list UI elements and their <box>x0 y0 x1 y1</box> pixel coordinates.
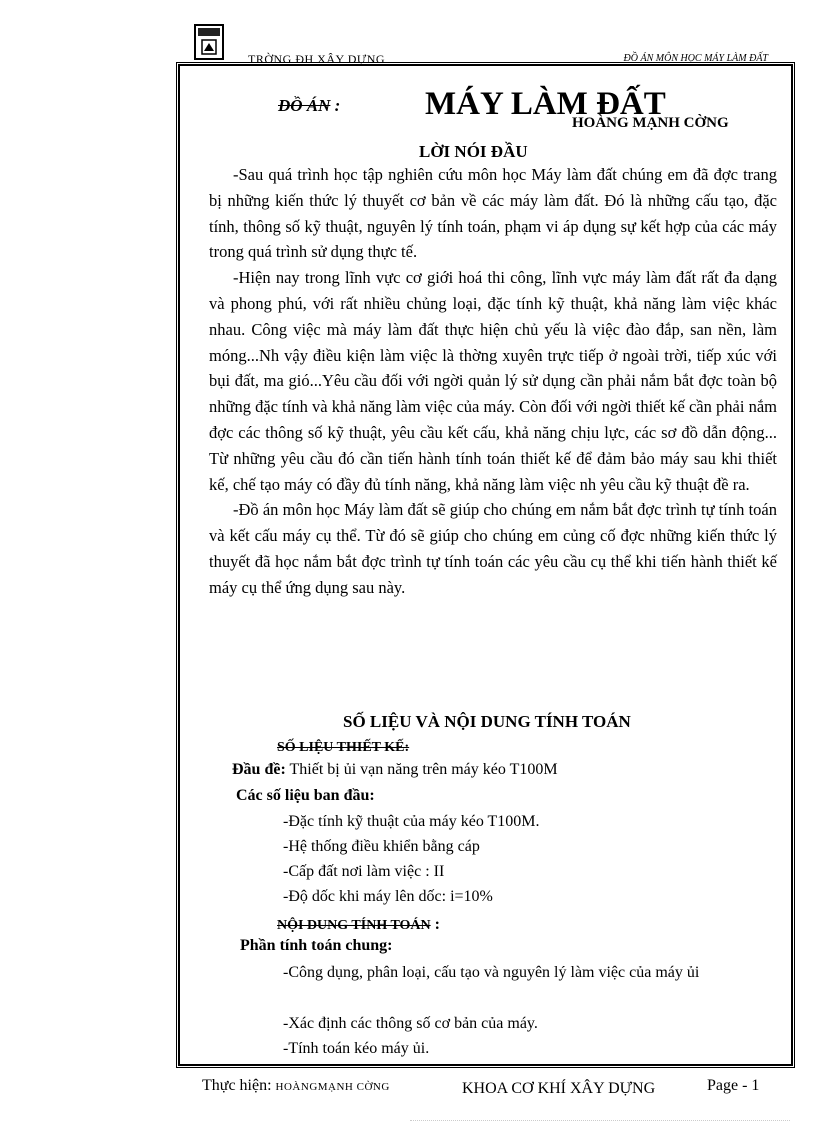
design-data-subheading: SỐ LIỆU THIẾT KẾ: <box>277 740 410 755</box>
intro-paragraph: -Sau quá trình học tập nghiên cứu môn học Máy làm đất chúng em đã đợc trang bị những kiến thức lý thuyết cơ bản về các máy làm đất. Đó là những cấu tạo, đặc tính, thông số kỹ thuật, nguyên lý tính toán, phạm vi áp dụng sự kết hợp của các máy trong quá trình sử dụng thực tế. <box>209 165 777 262</box>
topic-line: Đầu đề: Thiết bị ủi vạn năng trên máy kéo T100M <box>232 761 558 778</box>
document-title: MÁY LÀM ĐẤT <box>425 86 666 122</box>
author-name: HOÀNG MẠNH CỜNG <box>572 115 729 131</box>
footer-author: Thực hiện: HOÀNGMẠNH CỜNG <box>202 1077 390 1094</box>
school-logo <box>194 24 224 60</box>
general-item: -Xác định các thông số cơ bản của máy. <box>283 1015 538 1032</box>
logo-icon <box>201 39 217 55</box>
initial-data-label: Các số liệu ban đầu: <box>236 787 375 804</box>
general-item: -Tính toán kéo máy ủi. <box>283 1040 430 1057</box>
initial-item: -Cấp đất nơi làm việc : II <box>283 863 445 880</box>
general-item: -Công dụng, phân loại, cấu tạo và nguyên lý làm việc của máy ủi <box>283 964 700 981</box>
footer-divider <box>410 1120 790 1121</box>
initial-item: -Đặc tính kỹ thuật của máy kéo T100M. <box>283 813 540 830</box>
footer-faculty: KHOA CƠ KHÍ XÂY DỰNG <box>462 1080 656 1097</box>
project-label: ĐỒ ÁN : <box>278 96 341 115</box>
general-calc-label: Phần tính toán chung: <box>240 937 393 954</box>
header-course: ĐỒ ÁN MÔN HỌC MÁY LÀM ĐẤT <box>623 53 768 64</box>
intro-paragraph: -Đồ án môn học Máy làm đất sẽ giúp cho chúng em nắm bắt đợc trình tự tính toán và kết cấu máy cụ thể. Từ đó sẽ giúp cho chúng em củng cố đợc những kiến thức lý thuyết đã học nắm bắt đợc trình tự tính toán các yêu cầu cụ thể khi tiến hành thiết kế máy cụ thể ứng dụng sau này. <box>209 500 777 597</box>
content-heading: NỘI DUNG TÍNH TOÁN : <box>277 916 440 933</box>
intro-body <box>209 162 777 601</box>
initial-item: -Hệ thống điều khiển bằng cáp <box>283 838 480 855</box>
data-section-heading: SỐ LIỆU VÀ NỘI DUNG TÍNH TOÁN <box>343 712 631 731</box>
header-school: TRỜNG ĐH XÂY DỰNG <box>248 52 386 66</box>
initial-item: -Độ dốc khi máy lên dốc: i=10% <box>283 888 493 905</box>
intro-paragraph: -Hiện nay trong lĩnh vực cơ giới hoá thi công, lĩnh vực máy làm đất rất đa dạng và phong phú, với rất nhiều chủng loại, đặc tính kỹ thuật, khả năng làm việc khác nhau. Công việc mà máy làm đất thực hiện chủ yếu là việc đào đắp, san nền, làm móng...Nh vậy điều kiện làm việc là thờng xuyên trực tiếp ở ngoài trời, tiếp xúc với bụi đất, ma gió...Yêu cầu đối với ngời quản lý sử dụng cần phải nắm bắt đợc toàn bộ những đặc tính và khả năng làm việc của máy. Còn đối với ngời thiết kế cần phải nắm đợc các thông số kỹ thuật, yêu cầu kết cấu, khả năng chịu lực, các sơ đồ dẫn động... Từ những yêu cầu đó cần tiến hành tính toán thiết kế để đảm bảo máy sau khi thiết kế, chế tạo máy có đầy đủ tính năng, khả năng làm việc nh yêu cầu kỹ thuật đề ra. <box>209 268 777 494</box>
intro-heading: LỜI NÓI ĐẦU <box>419 142 528 161</box>
general-item-wrap <box>209 960 777 986</box>
page-number: Page - 1 <box>707 1077 760 1094</box>
